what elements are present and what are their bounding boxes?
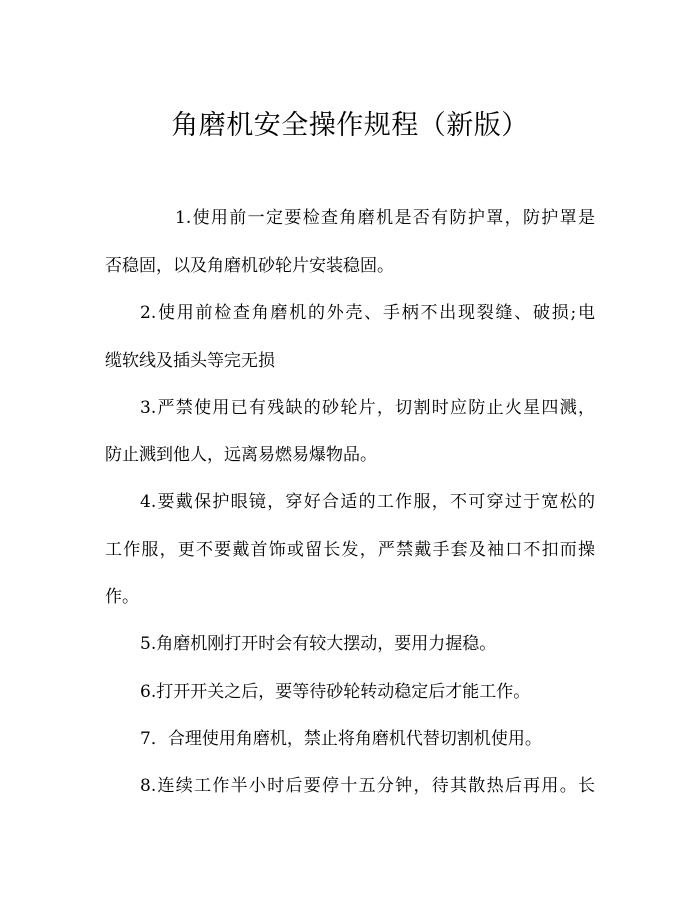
paragraph-1-line-2: 否稳固，以及角磨机砂轮片安装稳固。: [105, 256, 394, 276]
document-title: 角磨机安全操作规程（新版）: [171, 110, 529, 141]
paragraph-5-line-1: 5.角磨机刚打开时会有较大摆动，要用力握稳。: [140, 634, 497, 654]
paragraph-2-line-2: 缆软线及插头等完无损: [105, 351, 275, 371]
paragraph-6-line-1: 6.打开开关之后，要等待砂轮转动稳定后才能工作。: [140, 682, 531, 702]
paragraph-4-line-2: 工作服，更不要戴首饰或留长发，严禁戴手套及袖口不扣而操: [105, 540, 595, 560]
paragraph-4-line-1: 4.要戴保护眼镜，穿好合适的工作服，不可穿过于宽松的: [140, 492, 595, 512]
paragraph-1-line-1: 1.使用前一定要检查角磨机是否有防护罩，防护罩是: [175, 208, 595, 228]
paragraph-8-line-1: 8.连续工作半小时后要停十五分钟，待其散热后再用。长: [140, 776, 595, 796]
paragraph-2-line-1: 2.使用前检查角磨机的外壳、手柄不出现裂缝、破损;电: [140, 303, 595, 323]
paragraph-3-line-2: 防止溅到他人，远离易燃易爆物品。: [105, 445, 377, 465]
paragraph-4-line-3: 作。: [105, 587, 139, 607]
paragraph-3-line-1: 3.严禁使用已有残缺的砂轮片，切割时应防止火星四溅，: [140, 398, 595, 418]
paragraph-7-line-1: 7．合理使用角磨机，禁止将角磨机代替切割机使用。: [140, 729, 542, 749]
